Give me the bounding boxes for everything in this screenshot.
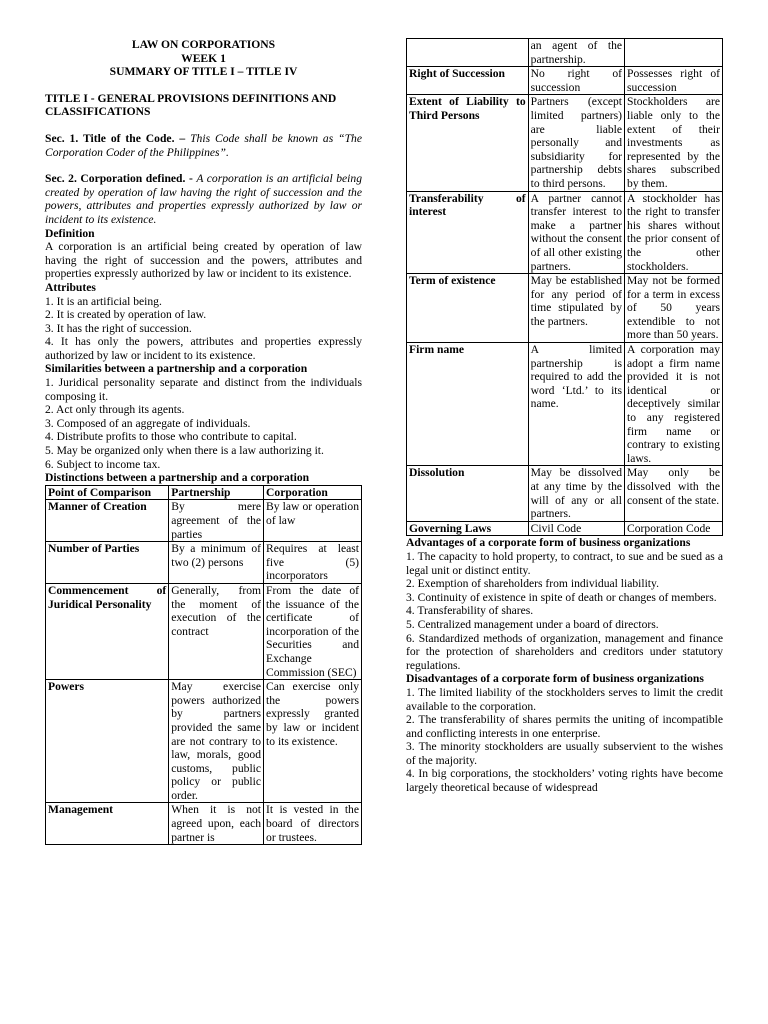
table-header-cell: Point of Comparison bbox=[46, 485, 169, 500]
comparison-point-cell: Governing Laws bbox=[407, 521, 529, 536]
comparison-point-cell: Commencement of Juridical Personality bbox=[46, 583, 169, 679]
doc-subtitle: SUMMARY OF TITLE I – TITLE IV bbox=[109, 65, 298, 79]
advantage-item: 5. Centralized management under a board of directors. bbox=[406, 617, 659, 631]
corporation-cell: Can exercise only the powers expressly granted by law or incident to its existence. bbox=[264, 680, 362, 803]
doc-week: WEEK 1 bbox=[181, 51, 226, 65]
partnership-cell: By a minimum of two (2) persons bbox=[169, 542, 264, 584]
partnership-cell: May exercise powers authorized by partners provided the same are not contrary to law, morals, good customs, public policy or public order. bbox=[169, 680, 264, 803]
corporation-cell: From the date of the issuance of the certificate of incorporation of the Securities and Exchange Commission (SEC) bbox=[264, 583, 362, 679]
disadvantage-item: 3. The minority stockholders are usually subservient to the wishes of the majority. bbox=[406, 740, 723, 767]
corporation-cell bbox=[625, 39, 723, 67]
corporation-cell: May only be dissolved with the consent of the state. bbox=[625, 466, 723, 521]
corporation-cell: It is vested in the board of directors or trustees. bbox=[264, 803, 362, 845]
partnership-cell: Partners (except limited partners) are liable personally and subsidiarity for partnership debts to third persons. bbox=[528, 95, 624, 191]
partnership-cell: No right of succession bbox=[528, 67, 624, 95]
advantage-item: 6. Standardized methods of organization, management and finance for the protection of shareholders and creditors under statutory regulations. bbox=[406, 631, 723, 672]
table-row bbox=[407, 343, 723, 466]
advantage-item: 2. Exemption of shareholders from individual liability. bbox=[406, 577, 659, 591]
table-header-cell: Partnership bbox=[169, 485, 264, 500]
partnership-cell: A limited partnership is required to add the word ‘Ltd.’ to its name. bbox=[528, 343, 624, 466]
corporation-cell: Stockholders are liable only to the extent of their investments as represented by the shares subscribed by them. bbox=[625, 95, 723, 191]
corporation-cell: A corporation may adopt a firm name provided it is not identical or deceptively similar to any registered firm name or contrary to existing laws. bbox=[625, 343, 723, 466]
advantages-list bbox=[406, 550, 723, 672]
partnership-cell: Generally, from the moment of execution of the contract bbox=[169, 583, 264, 679]
partnership-cell: By mere agreement of the parties bbox=[169, 500, 264, 542]
attributes-heading: Attributes bbox=[45, 280, 96, 294]
advantage-item: 4. Transferability of shares. bbox=[406, 604, 534, 618]
attribute-item: 2. It is created by operation of law. bbox=[45, 308, 207, 322]
comparison-point-cell: Manner of Creation bbox=[46, 500, 169, 542]
disadvantage-item: 4. In big corporations, the stockholders’ voting rights have become largely theoretical because of widespread bbox=[406, 767, 723, 795]
similarity-item: 4. Distribute profits to those who contribute to capital. bbox=[45, 430, 297, 444]
attribute-item: 1. It is an artificial being. bbox=[45, 294, 162, 308]
attributes-list bbox=[45, 295, 362, 363]
attribute-item: 3. It has the right of succession. bbox=[45, 321, 192, 335]
table-row bbox=[46, 542, 362, 584]
table-row bbox=[407, 67, 723, 95]
comparison-point-cell: Right of Succession bbox=[407, 67, 529, 95]
similarity-item: 5. May be organized only when there is a law authorizing it. bbox=[45, 444, 324, 458]
similarity-item: 6. Subject to income tax. bbox=[45, 457, 161, 471]
similarities-heading: Similarities between a partnership and a corporation bbox=[45, 362, 308, 376]
table-row bbox=[46, 500, 362, 542]
distinctions-table-part-1 bbox=[45, 485, 362, 845]
comparison-point-cell: Firm name bbox=[407, 343, 529, 466]
right-column bbox=[406, 0, 723, 795]
table-row bbox=[46, 803, 362, 845]
partnership-cell: Civil Code bbox=[528, 521, 624, 536]
comparison-point-cell: Number of Parties bbox=[46, 542, 169, 584]
partnership-cell: When it is not agreed upon, each partner is bbox=[169, 803, 264, 845]
advantage-item: 3. Continuity of existence in spite of death or changes of members. bbox=[406, 590, 717, 604]
comparison-point-cell: Powers bbox=[46, 680, 169, 803]
corporation-cell: Possesses right of succession bbox=[625, 67, 723, 95]
sec-2: Sec. 2. Corporation defined. - A corporation is an artificial being created by operation of law having the right of succession and the powers, attributes and properties expressly authorized by law or incident to its existence. bbox=[45, 172, 362, 226]
comparison-point-cell: Management bbox=[46, 803, 169, 845]
table-row bbox=[46, 680, 362, 803]
partnership-cell: A partner cannot transfer interest to make a partner without the consent of all other existing partners. bbox=[528, 191, 624, 274]
partnership-cell: May be established for any period of time stipulated by the partners. bbox=[528, 274, 624, 343]
table-header-cell: Corporation bbox=[264, 485, 362, 500]
partnership-cell: an agent of the partnership. bbox=[528, 39, 624, 67]
table-row bbox=[46, 583, 362, 679]
doc-title: LAW ON CORPORATIONS bbox=[131, 38, 276, 51]
corporation-cell: May not be formed for a term in excess of 50 years extendible to not more than 50 years. bbox=[625, 274, 723, 343]
similarity-item: 3. Composed of an aggregate of individuals. bbox=[45, 416, 251, 430]
distinctions-table-part-2 bbox=[406, 38, 723, 536]
corporation-cell: Corporation Code bbox=[625, 521, 723, 536]
comparison-point-cell: Dissolution bbox=[407, 466, 529, 521]
definition-text: A corporation is an artificial being created by operation of law having the right of succession and the powers, attributes and properties expressly authorized by law or incident to its existence. bbox=[45, 240, 362, 281]
title-1-heading: TITLE I - GENERAL PROVISIONS DEFINITIONS AND CLASSIFICATIONS bbox=[45, 91, 337, 119]
definition-heading: Definition bbox=[45, 226, 95, 240]
advantages-heading: Advantages of a corporate form of business organizations bbox=[406, 536, 691, 550]
table-row bbox=[407, 39, 723, 67]
disadvantages-heading: Disadvantages of a corporate form of business organizations bbox=[406, 672, 704, 686]
table-row bbox=[407, 521, 723, 536]
table-row bbox=[407, 191, 723, 274]
disadvantage-item: 2. The transferability of shares permits the uniting of incompatible and conflicting interests in one enterprise. bbox=[406, 713, 723, 740]
comparison-point-cell: Extent of Liability to Third Persons bbox=[407, 95, 529, 191]
similarity-item: 2. Act only through its agents. bbox=[45, 403, 185, 417]
corporation-cell: By law or operation of law bbox=[264, 500, 362, 542]
distinctions-heading: Distinctions between a partnership and a corporation bbox=[45, 471, 310, 485]
comparison-point-cell bbox=[407, 39, 529, 67]
table-row bbox=[407, 274, 723, 343]
comparison-point-cell: Transferability of interest bbox=[407, 191, 529, 274]
table-row bbox=[407, 466, 723, 521]
partnership-cell: May be dissolved at any time by the will of any or all partners. bbox=[528, 466, 624, 521]
corporation-cell: A stockholder has the right to transfer his shares without the prior consent of the other stockholders. bbox=[625, 191, 723, 274]
attribute-item: 4. It has only the powers, attributes and properties expressly authorized by law or incident to its existence. bbox=[45, 335, 362, 362]
similarities-list bbox=[45, 376, 362, 471]
comparison-point-cell: Term of existence bbox=[407, 274, 529, 343]
sec-1: Sec. 1. Title of the Code. – This Code shall be known as “The Corporation Coder of the Philippines”. bbox=[45, 131, 362, 159]
similarity-item: 1. Juridical personality separate and distinct from the individuals composing it. bbox=[45, 376, 362, 403]
table-row bbox=[407, 95, 723, 191]
corporation-cell: Requires at least five (5) incorporators bbox=[264, 542, 362, 584]
disadvantage-item: 1. The limited liability of the stockholders serves to limit the credit available to the corporation. bbox=[406, 685, 723, 713]
disadvantages-list bbox=[406, 686, 723, 795]
left-column bbox=[45, 0, 362, 845]
advantage-item: 1. The capacity to hold property, to contract, to sue and be sued as a legal unit or distinct entity. bbox=[406, 549, 723, 577]
